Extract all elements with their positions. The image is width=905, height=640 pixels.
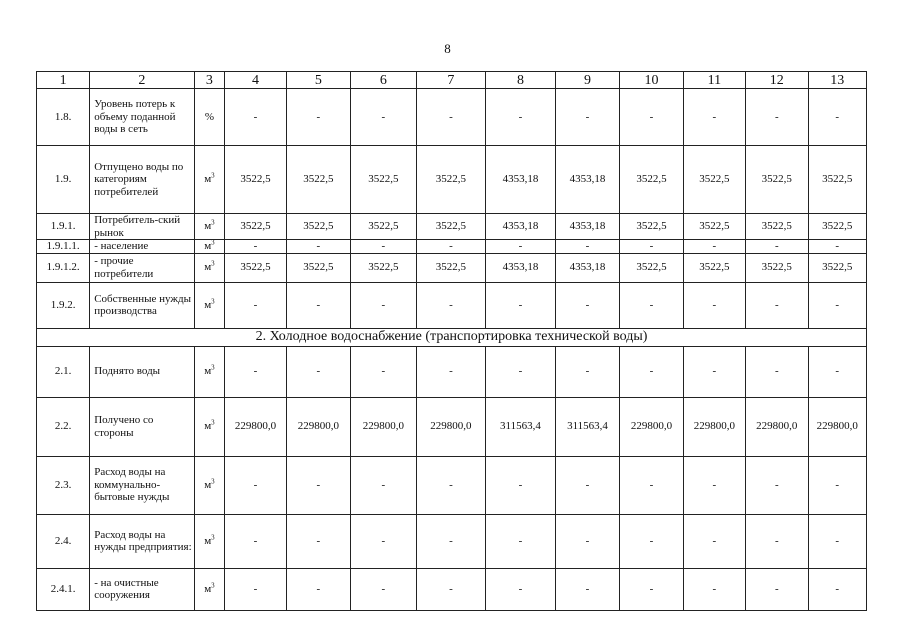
- value-cell: 311563,4: [555, 397, 619, 456]
- value-cell: -: [486, 514, 556, 568]
- value-cell: 3522,5: [620, 253, 683, 282]
- value-cell: 229800,0: [416, 397, 486, 456]
- value-cell: -: [486, 240, 556, 254]
- value-cell: -: [555, 282, 619, 328]
- row-name: Расход воды на коммунально-бытовые нужды: [90, 456, 194, 514]
- table-row: [37, 214, 867, 240]
- section-title: 2. Холодное водоснабжение (транспортировка технической воды): [37, 328, 867, 346]
- row-name: Получено со стороны: [90, 397, 194, 456]
- value-cell: -: [620, 346, 683, 397]
- unit-cell: [194, 514, 225, 568]
- row-number: 1.9.: [37, 146, 90, 214]
- value-cell: 3522,5: [808, 146, 866, 214]
- table-row: [37, 282, 867, 328]
- row-number: 2.4.: [37, 514, 90, 568]
- row-number: 1.9.1.: [37, 214, 90, 240]
- row-number: 1.9.1.2.: [37, 253, 90, 282]
- value-cell: 311563,4: [486, 397, 556, 456]
- column-header: 1: [37, 72, 90, 89]
- value-cell: -: [746, 240, 808, 254]
- value-cell: -: [555, 89, 619, 146]
- value-cell: -: [286, 456, 350, 514]
- value-cell: 3522,5: [746, 214, 808, 240]
- row-number: 2.4.1.: [37, 568, 90, 610]
- column-header: 11: [683, 72, 745, 89]
- unit-superscript: 3: [211, 259, 215, 268]
- value-cell: 3522,5: [225, 253, 286, 282]
- data-table: [36, 71, 867, 611]
- value-cell: -: [683, 514, 745, 568]
- value-cell: -: [351, 456, 416, 514]
- value-cell: -: [351, 282, 416, 328]
- unit-cell: [194, 89, 225, 146]
- row-name: Расход воды на нужды предприятия:: [90, 514, 194, 568]
- value-cell: 3522,5: [808, 253, 866, 282]
- row-name: - прочие потребители: [90, 253, 194, 282]
- value-cell: 3522,5: [746, 253, 808, 282]
- unit-cell: [194, 214, 225, 240]
- table-row: [37, 456, 867, 514]
- column-header: 13: [808, 72, 866, 89]
- value-cell: -: [416, 568, 486, 610]
- value-cell: -: [808, 282, 866, 328]
- value-cell: 3522,5: [683, 146, 745, 214]
- row-number: 1.9.1.1.: [37, 240, 90, 254]
- value-cell: -: [416, 456, 486, 514]
- value-cell: -: [746, 346, 808, 397]
- table-row: [37, 253, 867, 282]
- value-cell: -: [620, 89, 683, 146]
- value-cell: -: [555, 346, 619, 397]
- value-cell: -: [486, 89, 556, 146]
- row-number: 2.1.: [37, 346, 90, 397]
- value-cell: 3522,5: [286, 146, 350, 214]
- value-cell: -: [286, 282, 350, 328]
- unit-superscript: 3: [211, 581, 215, 590]
- unit-base: м: [204, 582, 212, 595]
- table-row: [37, 397, 867, 456]
- value-cell: -: [746, 456, 808, 514]
- value-cell: -: [620, 240, 683, 254]
- value-cell: 3522,5: [620, 214, 683, 240]
- value-cell: -: [620, 568, 683, 610]
- unit-base: м: [204, 240, 212, 252]
- value-cell: 3522,5: [416, 146, 486, 214]
- column-header: 2: [90, 72, 194, 89]
- value-cell: -: [746, 89, 808, 146]
- unit-base: м: [204, 261, 212, 274]
- unit-cell: [194, 456, 225, 514]
- value-cell: -: [351, 89, 416, 146]
- value-cell: -: [416, 282, 486, 328]
- value-cell: -: [416, 346, 486, 397]
- unit-base: м: [204, 420, 212, 433]
- unit-superscript: 3: [211, 218, 215, 227]
- value-cell: -: [286, 514, 350, 568]
- column-header: 10: [620, 72, 683, 89]
- value-cell: -: [351, 240, 416, 254]
- row-name: - на очистные сооружения: [90, 568, 194, 610]
- unit-base: м: [204, 220, 212, 233]
- value-cell: -: [683, 240, 745, 254]
- value-cell: -: [683, 346, 745, 397]
- value-cell: -: [746, 282, 808, 328]
- value-cell: 3522,5: [286, 214, 350, 240]
- value-cell: -: [286, 240, 350, 254]
- value-cell: 3522,5: [683, 214, 745, 240]
- unit-superscript: 3: [211, 477, 215, 486]
- unit-superscript: 3: [211, 533, 215, 542]
- value-cell: -: [351, 346, 416, 397]
- row-name: Отпущено воды по категориям потребителей: [90, 146, 194, 214]
- value-cell: 3522,5: [620, 146, 683, 214]
- row-name: Уровень потерь к объему поданной воды в сеть: [90, 89, 194, 146]
- value-cell: -: [286, 568, 350, 610]
- value-cell: -: [555, 456, 619, 514]
- column-header: 12: [746, 72, 808, 89]
- value-cell: 3522,5: [416, 253, 486, 282]
- value-cell: -: [746, 568, 808, 610]
- value-cell: 229800,0: [351, 397, 416, 456]
- value-cell: -: [808, 456, 866, 514]
- value-cell: -: [808, 514, 866, 568]
- value-cell: 3522,5: [351, 214, 416, 240]
- value-cell: -: [486, 282, 556, 328]
- value-cell: -: [683, 89, 745, 146]
- column-header: 9: [555, 72, 619, 89]
- value-cell: -: [683, 456, 745, 514]
- unit-cell: [194, 146, 225, 214]
- table-row: [37, 240, 867, 254]
- unit-base: м: [204, 365, 212, 378]
- value-cell: 3522,5: [808, 214, 866, 240]
- value-cell: 3522,5: [225, 214, 286, 240]
- unit-superscript: 3: [211, 363, 215, 372]
- value-cell: 4353,18: [555, 253, 619, 282]
- value-cell: -: [555, 240, 619, 254]
- value-cell: 229800,0: [683, 397, 745, 456]
- table-row: [37, 146, 867, 214]
- column-header: 8: [486, 72, 556, 89]
- value-cell: 229800,0: [286, 397, 350, 456]
- value-cell: -: [486, 456, 556, 514]
- value-cell: -: [746, 514, 808, 568]
- unit-superscript: 3: [211, 418, 215, 427]
- unit-base: %: [204, 110, 214, 123]
- value-cell: 229800,0: [620, 397, 683, 456]
- row-name: Собственные нужды производства: [90, 282, 194, 328]
- value-cell: -: [486, 568, 556, 610]
- value-cell: -: [620, 456, 683, 514]
- value-cell: -: [416, 240, 486, 254]
- value-cell: -: [225, 568, 286, 610]
- row-name: - население: [90, 240, 194, 254]
- header-row: [37, 72, 867, 89]
- value-cell: -: [486, 346, 556, 397]
- unit-cell: [194, 568, 225, 610]
- row-name: Потребитель-ский рынок: [90, 214, 194, 240]
- unit-superscript: 3: [211, 171, 215, 180]
- value-cell: -: [286, 89, 350, 146]
- value-cell: -: [416, 514, 486, 568]
- row-number: 1.8.: [37, 89, 90, 146]
- row-number: 2.3.: [37, 456, 90, 514]
- unit-cell: [194, 346, 225, 397]
- value-cell: 3522,5: [746, 146, 808, 214]
- section-row: [37, 328, 867, 346]
- value-cell: 229800,0: [808, 397, 866, 456]
- value-cell: 3522,5: [286, 253, 350, 282]
- value-cell: -: [555, 514, 619, 568]
- value-cell: -: [225, 346, 286, 397]
- column-header: 6: [351, 72, 416, 89]
- value-cell: 4353,18: [486, 146, 556, 214]
- value-cell: -: [808, 240, 866, 254]
- page-number: 8: [444, 41, 451, 56]
- column-header: 4: [225, 72, 286, 89]
- value-cell: -: [225, 240, 286, 254]
- value-cell: -: [225, 89, 286, 146]
- unit-base: м: [204, 298, 212, 311]
- value-cell: 229800,0: [225, 397, 286, 456]
- value-cell: -: [808, 346, 866, 397]
- value-cell: -: [286, 346, 350, 397]
- value-cell: -: [683, 282, 745, 328]
- row-number: 1.9.2.: [37, 282, 90, 328]
- value-cell: 4353,18: [555, 146, 619, 214]
- column-header: 7: [416, 72, 486, 89]
- value-cell: 4353,18: [486, 214, 556, 240]
- value-cell: -: [351, 514, 416, 568]
- value-cell: -: [416, 89, 486, 146]
- table-row: [37, 514, 867, 568]
- unit-cell: [194, 253, 225, 282]
- value-cell: -: [225, 456, 286, 514]
- row-name: Поднято воды: [90, 346, 194, 397]
- row-number: 2.2.: [37, 397, 90, 456]
- value-cell: 3522,5: [416, 214, 486, 240]
- value-cell: 3522,5: [225, 146, 286, 214]
- value-cell: -: [620, 514, 683, 568]
- value-cell: 3522,5: [351, 146, 416, 214]
- value-cell: 229800,0: [746, 397, 808, 456]
- table-row: [37, 568, 867, 610]
- column-header: 3: [194, 72, 225, 89]
- unit-cell: [194, 397, 225, 456]
- unit-base: м: [204, 173, 212, 186]
- table-row: [37, 346, 867, 397]
- value-cell: -: [808, 568, 866, 610]
- value-cell: 4353,18: [486, 253, 556, 282]
- unit-superscript: 3: [211, 297, 215, 306]
- value-cell: -: [225, 514, 286, 568]
- value-cell: -: [351, 568, 416, 610]
- value-cell: -: [683, 568, 745, 610]
- value-cell: -: [620, 282, 683, 328]
- value-cell: 3522,5: [683, 253, 745, 282]
- unit-cell: [194, 282, 225, 328]
- column-header: 5: [286, 72, 350, 89]
- value-cell: 3522,5: [351, 253, 416, 282]
- unit-base: м: [204, 534, 212, 547]
- value-cell: 4353,18: [555, 214, 619, 240]
- value-cell: -: [808, 89, 866, 146]
- unit-base: м: [204, 478, 212, 491]
- table-row: [37, 89, 867, 146]
- value-cell: -: [225, 282, 286, 328]
- value-cell: -: [555, 568, 619, 610]
- unit-cell: [194, 240, 225, 254]
- unit-superscript: 3: [211, 239, 215, 247]
